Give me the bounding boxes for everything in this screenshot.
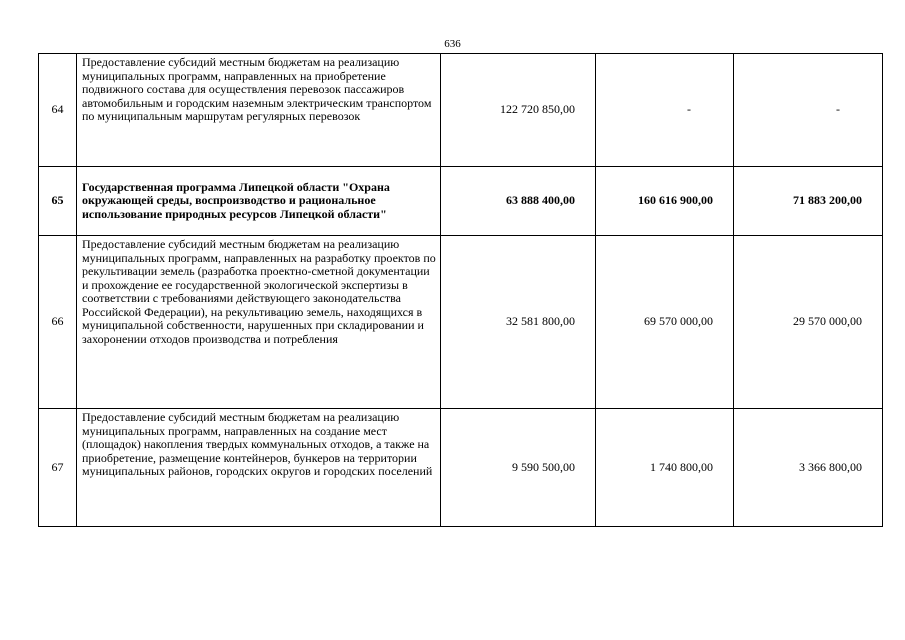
table-row [39,167,883,236]
table-row [39,409,883,527]
row-value-year1: 63 888 400,00 [441,167,596,236]
row-description: Предоставление субсидий местным бюджетам на реализацию муниципальных программ, направленных на создание мест (площадок) накопления твердых коммунальных отходов, а также на приобретение, размещение контейнеров, бункеров на территории муниципальных районов, городских округов и городских поселений [77,409,441,527]
row-number: 65 [39,167,77,236]
table-row [39,54,883,167]
page-number: 636 [444,38,461,50]
row-value-year2: 69 570 000,00 [596,236,734,409]
row-number: 66 [39,236,77,409]
row-description: Предоставление субсидий местным бюджетам на реализацию муниципальных программ, направленных на разработку проектов по рекультивации земель (разработка проектно-сметной документации и прохождение ее государственной экологической экспертизы в соответствии с требованиями действующего законодательства Российской Федерации), на рекультивацию земель, находящихся в муниципальной собственности, нарушенных при складировании и захоронении отходов производства и потребления [77,236,441,409]
row-value-year1: 9 590 500,00 [441,409,596,527]
row-value-year3: 3 366 800,00 [734,409,883,527]
row-value-year3: 29 570 000,00 [734,236,883,409]
table-row [39,236,883,409]
row-value-year1: 32 581 800,00 [441,236,596,409]
row-description: Государственная программа Липецкой области "Охрана окружающей среды, воспроизводство и рациональное использование природных ресурсов Липецкой области" [77,167,441,236]
row-value-year2: - [596,54,734,167]
row-value-year3: 71 883 200,00 [734,167,883,236]
row-value-year2: 160 616 900,00 [596,167,734,236]
row-number: 64 [39,54,77,167]
row-description: Предоставление субсидий местным бюджетам на реализацию муниципальных программ, направленных на приобретение подвижного состава для осуществления перевозок пассажиров автомобильным и городским наземным электрическим транспортом по муниципальным маршрутам регулярных перевозок [77,54,441,167]
row-number: 67 [39,409,77,527]
row-value-year2: 1 740 800,00 [596,409,734,527]
budget-table [38,53,883,527]
row-value-year1: 122 720 850,00 [441,54,596,167]
row-value-year3: - [734,54,883,167]
